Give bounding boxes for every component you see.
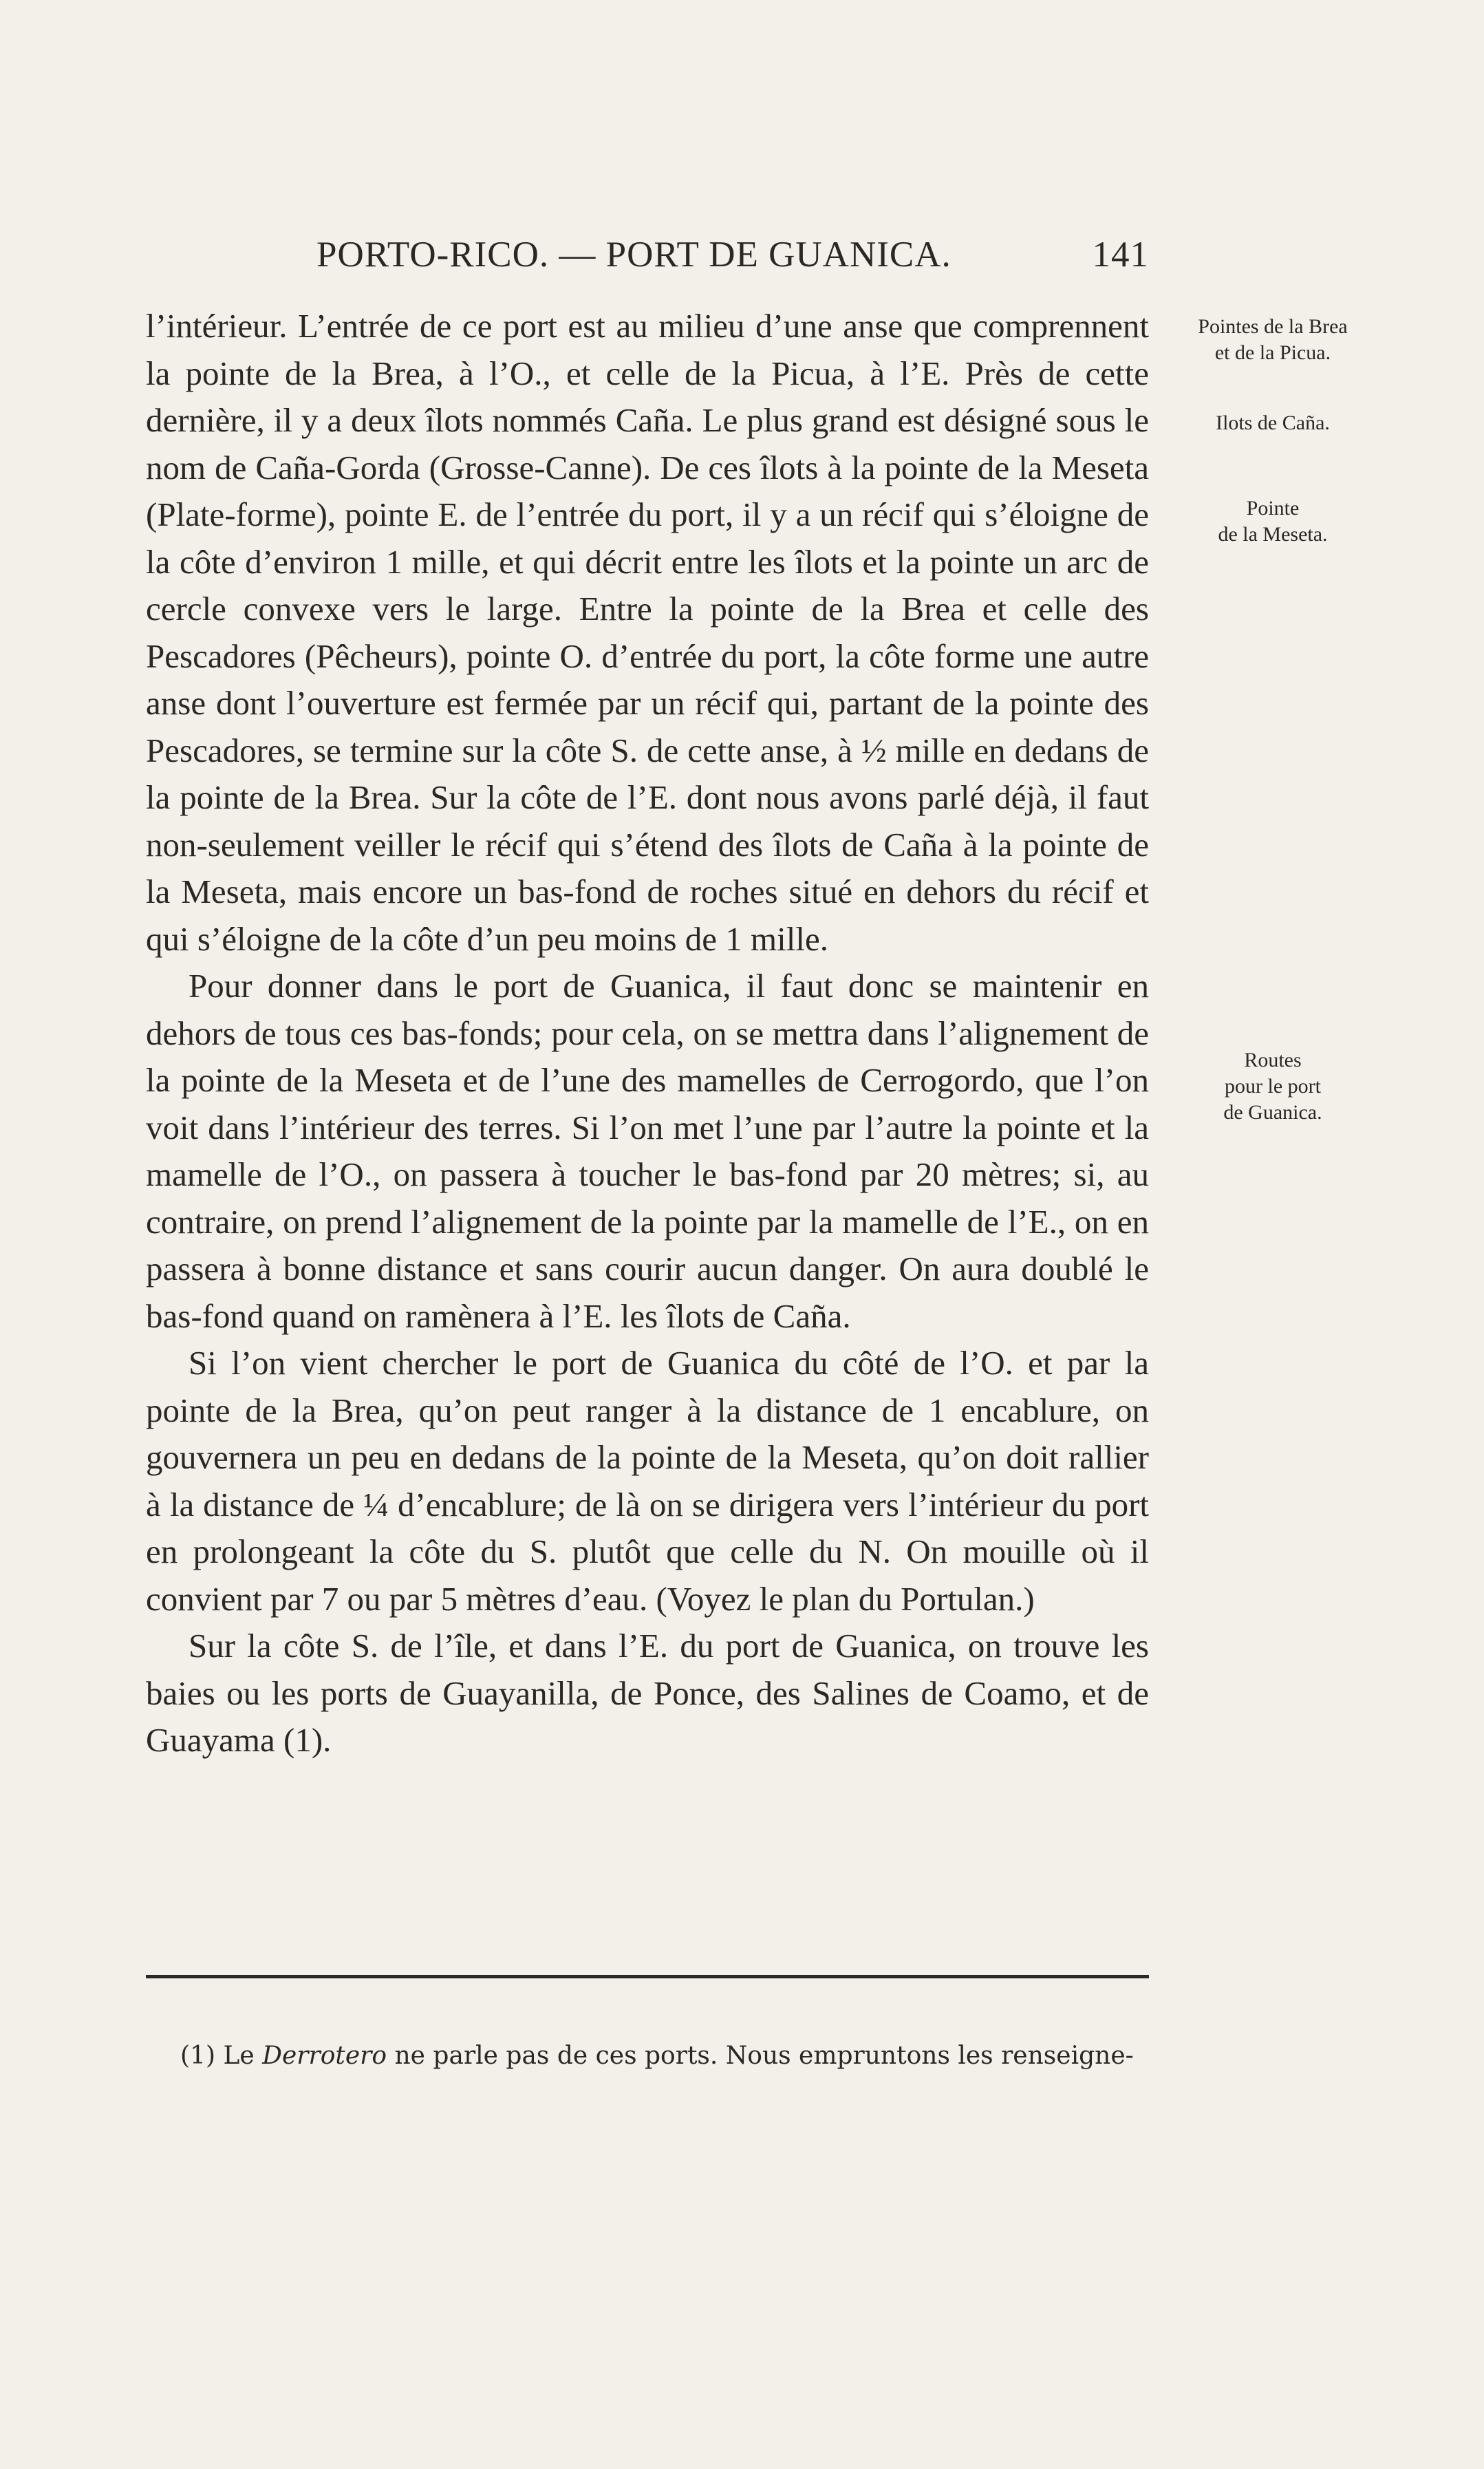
paragraph-3: Si l’on vient chercher le port de Guanica du côté de l’O. et par la pointe de la Brea, qu’on peut ranger à la distance de 1 encablure, on gouvernera un peu en dedans de la pointe de la Meseta, qu’on doit rallier à la distance de ¼ d’encablure; de là on se dirigera vers l’intérieur du port en prolongeant la côte du S. plutôt que celle du N. On mouille où il convient par 7 ou par 5 mètres d’eau. (Voyez le plan du Portulan.) xyxy=(146,1344,1149,1618)
margin-note-line: et de la Picua. xyxy=(1214,341,1331,364)
margin-note-line: de Guanica. xyxy=(1223,1101,1322,1124)
paragraph-1: l’intérieur. L’entrée de ce port est au milieu d’une anse que comprennent la pointe de la Brea, à l’O., et celle de la Picua, à l’E. Près de cette dernière, il y a deux îlots nommés Caña. Le plus grand est désigné sous le nom de Caña-Gorda (Grosse-Canne). De ces îlots à la pointe de la Meseta (Plate-forme), pointe E. de l’entrée du port, il y a un récif qui s’éloigne de la côte d’environ 1 mille, et qui décrit entre les îlots et la pointe un arc de cercle convexe vers le large. Entre la pointe de la Brea et celle des Pescadores (Pêcheurs), pointe O. d’entrée du port, la côte forme une autre anse dont l’ouverture est fermée par un récif qui, partant de la pointe des Pescadores, se termine sur la côte S. de cette anse, à ½ mille en dedans de la pointe de la Brea. Sur la côte de l’E. dont nous avons parlé déjà, il faut non-seulement veiller le récif qui s’étend des îlots de Caña à la pointe de la Meseta, mais encore un bas-fond de roches situé en dehors du récif et qui s’éloigne de la côte d’un peu moins de 1 mille. xyxy=(146,307,1149,958)
body-text xyxy=(146,303,1149,1764)
margin-note-ilots-cana xyxy=(1170,410,1376,436)
margin-note-line: Routes xyxy=(1244,1049,1302,1071)
running-title: PORTO-RICO. — PORT DE GUANICA. xyxy=(316,235,951,275)
margin-note-line: de la Meseta. xyxy=(1218,523,1328,546)
footnote-italic-title: Derrotero xyxy=(262,2042,387,2070)
footnote-rule xyxy=(146,1975,1149,1978)
margin-note-pointes-brea-picua xyxy=(1170,314,1376,366)
margin-note-line: Pointe xyxy=(1246,497,1300,520)
margin-note-routes-guanica xyxy=(1170,1047,1376,1126)
footnote-text-after: ne parle pas de ces ports. Nous empruntons les renseigne- xyxy=(394,2042,1134,2070)
margin-note-line: pour le port xyxy=(1225,1075,1321,1098)
footnote-marker: (1) xyxy=(180,2042,215,2070)
margin-note-pointe-meseta xyxy=(1170,495,1376,548)
paragraph-2: Pour donner dans le port de Guanica, il faut donc se maintenir en dehors de tous ces bas-fonds; pour cela, on se mettra dans l’alignement de la pointe de la Meseta et de l’une des mamelles de Cerrogordo, que l’on voit dans l’intérieur des terres. Si l’on met l’une par l’autre la pointe et la mamelle de l’O., on passera à toucher le bas-fond par 20 mètres; si, au contraire, on prend l’alignement de la pointe par la mamelle de l’E., on en passera à bonne distance et sans courir aucun danger. On aura doublé le bas-fond quand on ramènera à l’E. les îlots de Caña. xyxy=(146,967,1149,1335)
margin-note-line: Ilots de Caña. xyxy=(1216,412,1330,434)
footnote xyxy=(180,2040,1149,2073)
page-number: 141 xyxy=(1092,235,1149,275)
paragraph-4: Sur la côte S. de l’île, et dans l’E. du port de Guanica, on trouve les baies ou les ports de Guayanilla, de Ponce, des Salines de Coamo, et de Guayama (1). xyxy=(146,1627,1149,1759)
footnote-text-before: Le xyxy=(223,2042,255,2070)
margin-note-line: Pointes de la Brea xyxy=(1198,315,1348,338)
